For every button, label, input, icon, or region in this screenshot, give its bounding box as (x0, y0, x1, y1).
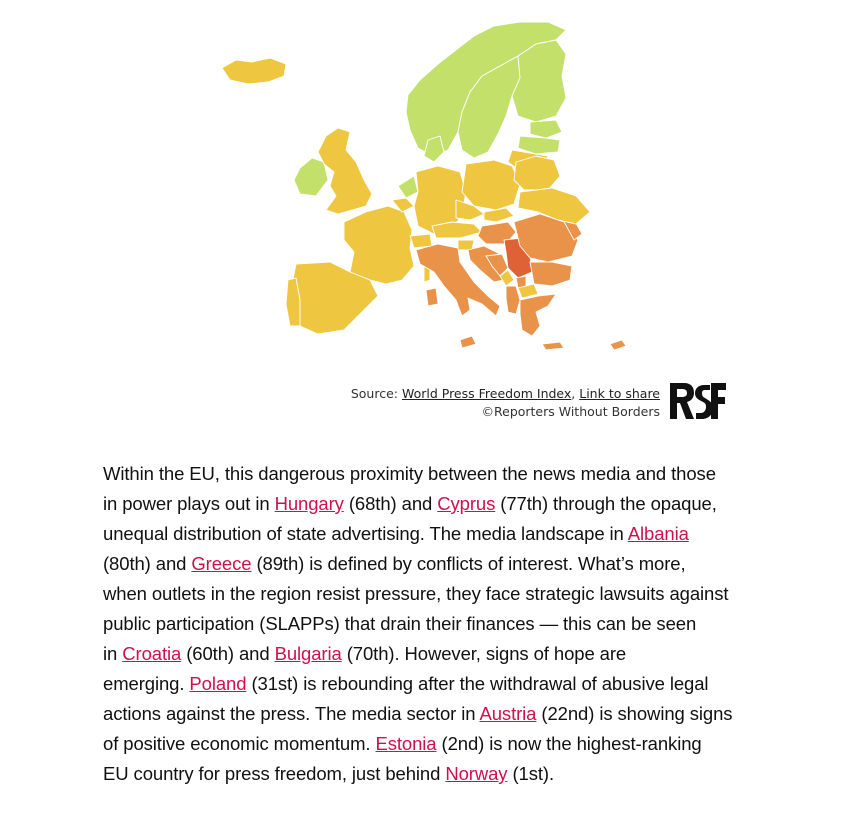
map-ireland (294, 158, 328, 196)
text-run: (80th) and (103, 553, 192, 574)
text-run: (31st) is rebounding after the withdrawal of abusive legal (246, 673, 709, 694)
text-run: public participation (SLAPPs) that drain their finances — this can be seen (103, 613, 697, 634)
map-sicily (460, 336, 476, 348)
map-poland (462, 160, 520, 210)
map-svg (210, 18, 630, 358)
source-label: Source: (350, 386, 402, 401)
text-run: (68th) and (343, 493, 438, 514)
text-run: Within the EU, this dangerous proximity between the news media and those (103, 463, 716, 484)
article-line (103, 549, 753, 579)
link-bulgaria[interactable]: Bulgaria (274, 643, 342, 664)
press-freedom-index-link[interactable]: World Press Freedom Index (401, 386, 572, 401)
map-crete (542, 342, 564, 350)
link-hungary[interactable]: Hungary (274, 493, 344, 514)
link-greece[interactable]: Greece (191, 553, 252, 574)
map-netherlands (398, 176, 418, 198)
text-run: emerging. (103, 673, 190, 694)
article-line (103, 669, 753, 699)
text-run: unequal distribution of state advertising. The media landscape in (103, 523, 628, 544)
map-greece (520, 294, 556, 336)
text-run: (89th) is defined by conflicts of interest. What’s more, (251, 553, 686, 574)
link-cyprus[interactable]: Cyprus (437, 493, 496, 514)
link-estonia[interactable]: Estonia (375, 733, 437, 754)
map-france (344, 206, 414, 284)
map-belarus (514, 156, 560, 190)
text-run: (1st). (507, 763, 555, 784)
map-switzerland (410, 234, 432, 248)
map-slovakia (484, 208, 514, 222)
rsf-logo (668, 381, 728, 421)
text-run: in (103, 643, 123, 664)
text-run: of positive economic momentum. (103, 733, 376, 754)
map-iceland (222, 58, 286, 84)
text-run: (60th) and (181, 643, 275, 664)
rsf-logo-f (711, 383, 726, 419)
rsf-logo-r (670, 383, 694, 419)
map-latvia (518, 136, 560, 154)
map-bulgaria (530, 262, 572, 286)
article-line (103, 759, 753, 789)
link-austria[interactable]: Austria (479, 703, 537, 724)
article-line (103, 519, 753, 549)
map-slovenia (458, 240, 474, 250)
text-run: (2nd) is now the highest-ranking (436, 733, 702, 754)
text-run: (22nd) is showing signs (536, 703, 733, 724)
map-source (330, 385, 660, 421)
map-estonia (530, 120, 562, 138)
text-run: in power plays out in (103, 493, 275, 514)
link-poland[interactable]: Poland (189, 673, 247, 694)
europe-press-freedom-map (210, 18, 630, 358)
text-run: EU country for press freedom, just behind (103, 763, 446, 784)
rsf-logo-s (695, 385, 713, 419)
copyright-text: ©Reporters Without Borders (481, 404, 660, 419)
map-albania (506, 286, 520, 314)
article-line (103, 639, 753, 669)
text-run: (77th) through the opaque, (495, 493, 717, 514)
rsf-logo-svg (668, 381, 728, 421)
map-austria (432, 222, 482, 238)
article-line (103, 699, 753, 729)
link-to-share[interactable]: Link to share (579, 386, 660, 401)
article-line (103, 609, 753, 639)
article-line (103, 459, 753, 489)
article-line (103, 489, 753, 519)
text-run: actions against the press. The media sector in (103, 703, 480, 724)
article-paragraph (103, 459, 753, 789)
link-croatia[interactable]: Croatia (122, 643, 182, 664)
text-run: (70th). However, signs of hope are (341, 643, 627, 664)
map-sardinia (426, 288, 438, 306)
link-norway[interactable]: Norway (445, 763, 508, 784)
link-albania[interactable]: Albania (627, 523, 689, 544)
source-line (330, 385, 660, 403)
map-cyprus (610, 340, 626, 350)
article-line (103, 579, 753, 609)
text-run: when outlets in the region resist pressure, they face strategic lawsuits against (103, 583, 729, 604)
source-separator: , (571, 386, 580, 401)
article-line (103, 729, 753, 759)
